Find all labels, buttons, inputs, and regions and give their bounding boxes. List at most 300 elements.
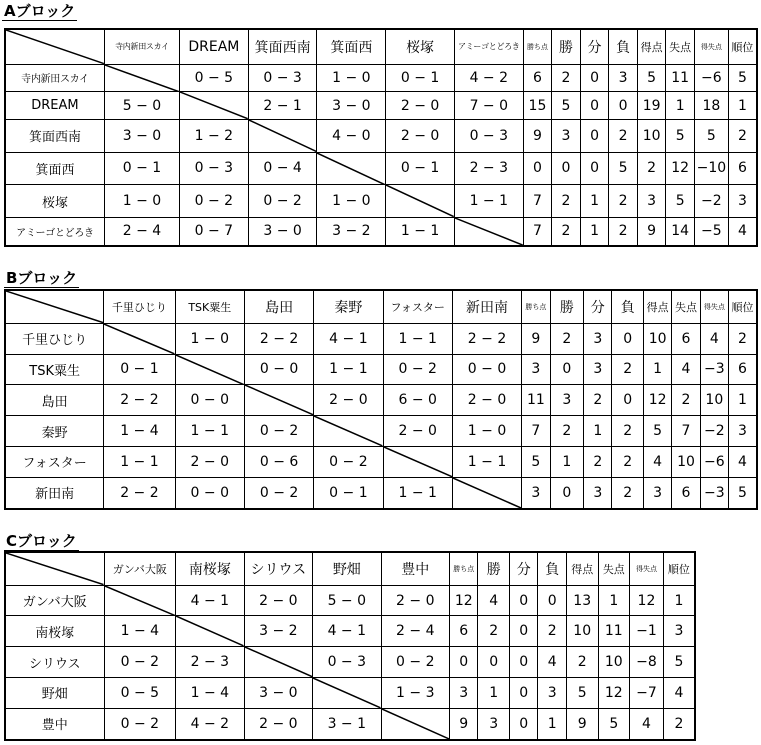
match-result: 2 − 4 — [104, 217, 179, 246]
match-result: 0 − 3 — [313, 647, 381, 678]
match-result: 1 − 4 — [104, 416, 175, 447]
stat-losses: 2 — [612, 354, 644, 385]
col-header-team: 南桜塚 — [176, 552, 244, 585]
col-header-team: TSK粟生 — [175, 290, 244, 323]
match-result: 2 − 0 — [386, 92, 455, 120]
match-result: 0 − 7 — [180, 217, 249, 246]
match-result: 0 − 0 — [175, 385, 244, 416]
col-header-team: 新田南 — [452, 290, 521, 323]
match-result: 0 − 6 — [244, 447, 313, 478]
match-result: 3 − 0 — [317, 92, 386, 120]
row-team-name: アミーゴとどろき — [5, 217, 104, 246]
stat-wins: 2 — [552, 217, 581, 246]
stat-draws: 1 — [584, 416, 612, 447]
stat-goals-for: 5 — [566, 678, 598, 709]
row-team-name: 豊中 — [5, 708, 104, 740]
match-result: 1 − 1 — [452, 447, 521, 478]
match-result: 0 − 1 — [314, 477, 383, 509]
stat-points: 6 — [523, 64, 552, 92]
diagonal-cell — [175, 354, 244, 385]
stat-rank: 2 — [729, 323, 758, 354]
match-result: 2 − 4 — [381, 616, 449, 647]
stat-draws: 3 — [584, 354, 612, 385]
stat-draws: 0 — [580, 92, 609, 120]
stat-goals-for: 4 — [643, 447, 671, 478]
match-result: 0 − 5 — [180, 64, 249, 92]
row-team-name: 桜塚 — [5, 185, 104, 218]
diagonal-cell — [104, 64, 179, 92]
stat-wins: 2 — [552, 64, 581, 92]
row-team-name: 新田南 — [5, 477, 104, 509]
match-result: 2 − 2 — [452, 323, 521, 354]
match-result: 0 − 5 — [104, 678, 176, 709]
stat-losses: 0 — [538, 585, 566, 616]
col-header-team: フォスター — [383, 290, 452, 323]
stat-wins: 0 — [478, 647, 510, 678]
stat-draws: 0 — [510, 678, 538, 709]
stat-rank: 6 — [729, 354, 758, 385]
col-header-team: DREAM — [180, 29, 249, 64]
match-result: 2 − 3 — [454, 152, 523, 185]
col-header-rank: 順位 — [663, 552, 695, 585]
stat-losses: 3 — [609, 64, 638, 92]
team-row — [5, 616, 695, 647]
stat-goal-diff: −3 — [700, 354, 728, 385]
match-result: 1 − 1 — [383, 477, 452, 509]
match-result: 1 − 1 — [314, 354, 383, 385]
stat-goals-for: 2 — [637, 152, 666, 185]
stat-wins: 2 — [550, 323, 584, 354]
stat-rank: 5 — [729, 477, 758, 509]
match-result: 1 − 4 — [104, 616, 176, 647]
stat-draws: 3 — [584, 323, 612, 354]
col-header-draws: 分 — [510, 552, 538, 585]
stat-goals-against: 10 — [598, 647, 630, 678]
corner-cell — [5, 552, 104, 585]
table-header-row — [5, 29, 757, 64]
match-result: 2 − 1 — [248, 92, 317, 120]
stat-goals-for: 12 — [643, 385, 671, 416]
match-result: 0 − 1 — [386, 152, 455, 185]
team-row — [5, 447, 757, 478]
stat-draws: 0 — [510, 708, 538, 740]
match-result: 0 − 2 — [104, 708, 176, 740]
col-header-wins: 勝 — [552, 29, 581, 64]
diagonal-cell — [104, 323, 175, 354]
col-header-goals-against: 失点 — [666, 29, 695, 64]
stat-losses: 0 — [612, 385, 644, 416]
stat-rank: 4 — [728, 217, 757, 246]
col-header-team: 箕面西南 — [248, 29, 317, 64]
diagonal-cell — [176, 616, 244, 647]
stat-rank: 6 — [728, 152, 757, 185]
match-result: 0 − 2 — [104, 647, 176, 678]
block-a-table — [4, 28, 758, 247]
row-team-name: 箕面西南 — [5, 120, 104, 153]
match-result: 1 − 1 — [383, 323, 452, 354]
stat-goals-for: 3 — [637, 185, 666, 218]
diagonal-cell — [104, 585, 176, 616]
team-row — [5, 385, 757, 416]
match-result: 0 − 2 — [383, 354, 452, 385]
table-header-row — [5, 290, 757, 323]
stat-points: 9 — [450, 708, 478, 740]
match-result: 3 − 1 — [313, 708, 381, 740]
col-header-losses: 負 — [609, 29, 638, 64]
stat-points: 7 — [523, 217, 552, 246]
col-header-team: 豊中 — [381, 552, 449, 585]
match-result: 2 − 2 — [244, 323, 313, 354]
match-result: 1 − 1 — [386, 217, 455, 246]
stat-rank: 1 — [728, 92, 757, 120]
stat-draws: 0 — [580, 120, 609, 153]
stat-points: 11 — [522, 385, 550, 416]
stat-rank: 5 — [728, 64, 757, 92]
team-row — [5, 708, 695, 740]
match-result: 3 − 0 — [244, 678, 312, 709]
match-result: 0 − 1 — [104, 354, 175, 385]
stat-rank: 4 — [663, 678, 695, 709]
stat-wins: 2 — [478, 616, 510, 647]
stat-goal-diff: 18 — [694, 92, 728, 120]
stat-wins: 1 — [550, 447, 584, 478]
stat-goals-against: 10 — [672, 447, 700, 478]
stat-points: 9 — [522, 323, 550, 354]
stat-goal-diff: −7 — [630, 678, 664, 709]
stat-goals-against: 6 — [672, 323, 700, 354]
col-header-team: 野畑 — [313, 552, 381, 585]
match-result: 1 − 1 — [454, 185, 523, 218]
stat-goals-against: 6 — [672, 477, 700, 509]
match-result: 0 − 3 — [180, 152, 249, 185]
match-result: 0 − 0 — [175, 477, 244, 509]
stat-losses: 2 — [612, 477, 644, 509]
match-result: 0 − 3 — [248, 64, 317, 92]
team-row — [5, 585, 695, 616]
stat-points: 3 — [450, 678, 478, 709]
match-result: 1 − 0 — [317, 64, 386, 92]
stat-goals-against: 7 — [672, 416, 700, 447]
row-team-name: 千里ひじり — [5, 323, 104, 354]
stat-draws: 0 — [580, 64, 609, 92]
row-team-name: シリウス — [5, 647, 104, 678]
stat-rank: 1 — [729, 385, 758, 416]
stat-goal-diff: 5 — [694, 120, 728, 153]
match-result: 2 − 0 — [244, 585, 312, 616]
stat-wins: 2 — [550, 416, 584, 447]
stat-goal-diff: −10 — [694, 152, 728, 185]
match-result: 0 − 2 — [244, 477, 313, 509]
match-result: 4 − 2 — [176, 708, 244, 740]
block-b-table — [4, 289, 758, 510]
col-header-points: 勝ち点 — [523, 29, 552, 64]
col-header-draws: 分 — [580, 29, 609, 64]
row-team-name: TSK粟生 — [5, 354, 104, 385]
col-header-goals-for: 得点 — [637, 29, 666, 64]
match-result: 2 − 3 — [176, 647, 244, 678]
stat-points: 12 — [450, 585, 478, 616]
stat-goals-for: 10 — [637, 120, 666, 153]
stat-goals-against: 2 — [672, 385, 700, 416]
stat-losses: 2 — [538, 616, 566, 647]
stat-rank: 2 — [663, 708, 695, 740]
row-team-name: 寺内新田スカイ — [5, 64, 104, 92]
match-result: 5 − 0 — [104, 92, 179, 120]
stat-losses: 2 — [609, 185, 638, 218]
match-result: 2 − 0 — [381, 585, 449, 616]
stat-goals-against: 12 — [598, 678, 630, 709]
stat-wins: 0 — [552, 152, 581, 185]
col-header-goals-for: 得点 — [643, 290, 671, 323]
stat-draws: 0 — [510, 647, 538, 678]
stat-points: 6 — [450, 616, 478, 647]
stat-goals-against: 11 — [666, 64, 695, 92]
match-result: 3 − 0 — [104, 120, 179, 153]
col-header-team: 島田 — [244, 290, 313, 323]
stat-rank: 1 — [663, 585, 695, 616]
col-header-goals-against: 失点 — [598, 552, 630, 585]
stat-goal-diff: 10 — [700, 385, 728, 416]
diagonal-cell — [383, 447, 452, 478]
diagonal-cell — [454, 217, 523, 246]
stat-goal-diff: −5 — [694, 217, 728, 246]
stat-goals-for: 9 — [637, 217, 666, 246]
col-header-rank: 順位 — [728, 29, 757, 64]
row-team-name: DREAM — [5, 92, 104, 120]
diagonal-cell — [180, 92, 249, 120]
match-result: 2 − 0 — [452, 385, 521, 416]
stat-losses: 2 — [609, 120, 638, 153]
stat-draws: 3 — [584, 477, 612, 509]
stat-points: 7 — [523, 185, 552, 218]
stat-draws: 2 — [584, 447, 612, 478]
col-header-team: 箕面西 — [317, 29, 386, 64]
match-result: 3 − 2 — [317, 217, 386, 246]
stat-wins: 1 — [478, 678, 510, 709]
stat-goal-diff: −2 — [700, 416, 728, 447]
match-result: 0 − 0 — [452, 354, 521, 385]
col-header-goals-for: 得点 — [566, 552, 598, 585]
stat-goals-for: 5 — [637, 64, 666, 92]
stat-points: 7 — [522, 416, 550, 447]
match-result: 4 − 1 — [313, 616, 381, 647]
diagonal-cell — [248, 120, 317, 153]
stat-wins: 0 — [550, 354, 584, 385]
stat-wins: 3 — [478, 708, 510, 740]
stat-goal-diff: 4 — [700, 323, 728, 354]
stat-draws: 0 — [510, 585, 538, 616]
diagonal-cell — [386, 185, 455, 218]
match-result: 2 − 2 — [104, 477, 175, 509]
team-row — [5, 323, 757, 354]
stat-rank: 3 — [728, 185, 757, 218]
match-result: 0 − 2 — [314, 447, 383, 478]
stat-goal-diff: −8 — [630, 647, 664, 678]
team-row — [5, 185, 757, 218]
col-header-losses: 負 — [612, 290, 644, 323]
col-header-team: 寺内新田スカイ — [104, 29, 179, 64]
stat-draws: 1 — [580, 217, 609, 246]
team-row — [5, 354, 757, 385]
row-team-name: 秦野 — [5, 416, 104, 447]
team-row — [5, 678, 695, 709]
stat-goals-for: 10 — [643, 323, 671, 354]
match-result: 5 − 0 — [313, 585, 381, 616]
match-result: 0 − 3 — [454, 120, 523, 153]
stat-wins: 3 — [550, 385, 584, 416]
stat-goals-for: 13 — [566, 585, 598, 616]
col-header-goal-diff: 得失点 — [630, 552, 664, 585]
row-team-name: 南桜塚 — [5, 616, 104, 647]
stat-rank: 2 — [728, 120, 757, 153]
stat-losses: 5 — [609, 152, 638, 185]
col-header-team: 秦野 — [314, 290, 383, 323]
stat-losses: 4 — [538, 647, 566, 678]
stat-draws: 0 — [580, 152, 609, 185]
stat-losses: 0 — [609, 92, 638, 120]
team-row — [5, 647, 695, 678]
match-result: 1 − 1 — [104, 447, 175, 478]
stat-goal-diff: 12 — [630, 585, 664, 616]
col-header-draws: 分 — [584, 290, 612, 323]
match-result: 4 − 1 — [314, 323, 383, 354]
stat-losses: 3 — [538, 678, 566, 709]
stat-wins: 0 — [550, 477, 584, 509]
row-team-name: ガンバ大阪 — [5, 585, 104, 616]
match-result: 3 − 2 — [244, 616, 312, 647]
match-result: 3 − 0 — [248, 217, 317, 246]
match-result: 2 − 0 — [386, 120, 455, 153]
stat-goal-diff: −6 — [694, 64, 728, 92]
col-header-team: アミーゴとどろき — [454, 29, 523, 64]
match-result: 0 − 4 — [248, 152, 317, 185]
stat-points: 3 — [522, 477, 550, 509]
stat-goal-diff: −1 — [630, 616, 664, 647]
block-b-title: Bブロック — [6, 269, 78, 287]
stat-goals-for: 5 — [643, 416, 671, 447]
stat-points: 0 — [523, 152, 552, 185]
stat-goal-diff: −2 — [694, 185, 728, 218]
stat-losses: 1 — [538, 708, 566, 740]
match-result: 2 − 0 — [314, 385, 383, 416]
col-header-rank: 順位 — [729, 290, 758, 323]
stat-wins: 2 — [552, 185, 581, 218]
stat-goal-diff: −3 — [700, 477, 728, 509]
stat-points: 9 — [523, 120, 552, 153]
match-result: 0 − 0 — [244, 354, 313, 385]
stat-goals-for: 9 — [566, 708, 598, 740]
stat-goals-against: 14 — [666, 217, 695, 246]
match-result: 4 − 0 — [317, 120, 386, 153]
diagonal-cell — [314, 416, 383, 447]
stat-points: 0 — [450, 647, 478, 678]
col-header-wins: 勝 — [478, 552, 510, 585]
match-result: 1 − 0 — [104, 185, 179, 218]
match-result: 1 − 0 — [317, 185, 386, 218]
col-header-team: ガンバ大阪 — [104, 552, 176, 585]
match-result: 0 − 2 — [381, 647, 449, 678]
row-team-name: フォスター — [5, 447, 104, 478]
match-result: 1 − 0 — [452, 416, 521, 447]
stat-draws: 1 — [580, 185, 609, 218]
stat-points: 5 — [522, 447, 550, 478]
stat-wins: 3 — [552, 120, 581, 153]
col-header-goal-diff: 得失点 — [694, 29, 728, 64]
match-result: 2 − 0 — [383, 416, 452, 447]
match-result: 1 − 4 — [176, 678, 244, 709]
diagonal-cell — [452, 477, 521, 509]
col-header-points: 勝ち点 — [450, 552, 478, 585]
match-result: 6 − 0 — [383, 385, 452, 416]
team-row — [5, 64, 757, 92]
block-c-title: Cブロック — [6, 532, 77, 550]
stat-goals-for: 10 — [566, 616, 598, 647]
stat-goals-against: 5 — [598, 708, 630, 740]
col-header-wins: 勝 — [550, 290, 584, 323]
table-header-row — [5, 552, 695, 585]
match-result: 2 − 0 — [244, 708, 312, 740]
match-result: 4 − 2 — [454, 64, 523, 92]
stat-goals-for: 1 — [643, 354, 671, 385]
stat-goals-against: 5 — [666, 185, 695, 218]
col-header-team: シリウス — [244, 552, 312, 585]
stat-goals-against: 5 — [666, 120, 695, 153]
match-result: 7 − 0 — [454, 92, 523, 120]
col-header-team: 千里ひじり — [104, 290, 175, 323]
stat-wins: 4 — [478, 585, 510, 616]
stat-rank: 3 — [663, 616, 695, 647]
col-header-points: 勝ち点 — [522, 290, 550, 323]
block-c-table — [4, 551, 696, 741]
corner-cell — [5, 290, 104, 323]
col-header-goals-against: 失点 — [672, 290, 700, 323]
match-result: 1 − 0 — [175, 323, 244, 354]
stat-losses: 2 — [612, 416, 644, 447]
stat-rank: 5 — [663, 647, 695, 678]
stat-goal-diff: −6 — [700, 447, 728, 478]
match-result: 2 − 2 — [104, 385, 175, 416]
match-result: 4 − 1 — [176, 585, 244, 616]
team-row — [5, 217, 757, 246]
stat-goals-against: 1 — [666, 92, 695, 120]
team-row — [5, 92, 757, 120]
stat-goals-for: 19 — [637, 92, 666, 120]
stat-goals-against: 1 — [598, 585, 630, 616]
row-team-name: 箕面西 — [5, 152, 104, 185]
team-row — [5, 120, 757, 153]
stat-goals-against: 11 — [598, 616, 630, 647]
corner-cell — [5, 29, 104, 64]
team-row — [5, 416, 757, 447]
col-header-losses: 負 — [538, 552, 566, 585]
stat-rank: 3 — [729, 416, 758, 447]
team-row — [5, 477, 757, 509]
diagonal-cell — [244, 647, 312, 678]
match-result: 0 − 1 — [104, 152, 179, 185]
match-result: 0 − 1 — [386, 64, 455, 92]
stat-goals-for: 3 — [643, 477, 671, 509]
stat-wins: 5 — [552, 92, 581, 120]
stat-losses: 2 — [612, 447, 644, 478]
match-result: 1 − 3 — [381, 678, 449, 709]
stat-goal-diff: 4 — [630, 708, 664, 740]
col-header-team: 桜塚 — [386, 29, 455, 64]
stat-draws: 2 — [584, 385, 612, 416]
stat-losses: 0 — [612, 323, 644, 354]
stat-points: 15 — [523, 92, 552, 120]
diagonal-cell — [317, 152, 386, 185]
stat-goals-for: 2 — [566, 647, 598, 678]
